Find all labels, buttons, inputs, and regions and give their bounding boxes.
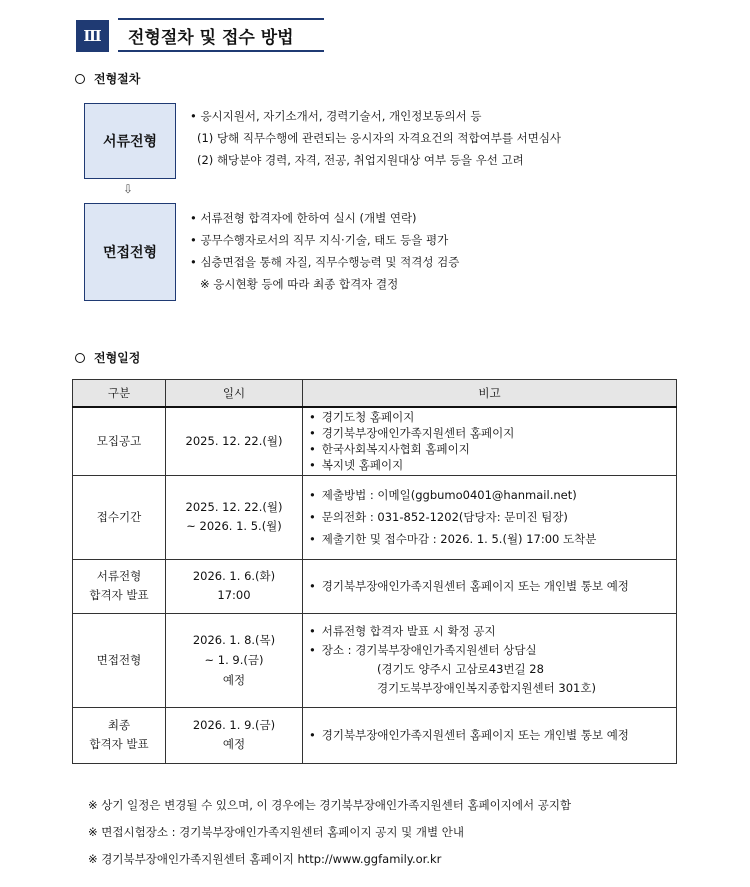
date-line: 예정 xyxy=(222,673,246,687)
row-name xyxy=(73,707,166,763)
step-line: • 심층면접을 통해 자질, 직무수행능력 및 적격성 검증 xyxy=(190,255,460,269)
header-remarks: 비고 xyxy=(303,380,677,408)
date-line: ~ 2026. 1. 5.(월) xyxy=(186,519,282,533)
section-number: Ⅲ xyxy=(76,20,109,52)
footnote: ※ 경기북부장애인가족지원센터 홈페이지 http://www.ggfamily.or.kr xyxy=(88,852,442,866)
name-line: 최종 xyxy=(107,718,131,732)
table-row xyxy=(73,475,677,559)
step-line: • 공무수행자로서의 직무 지식·기술, 태도 등을 평가 xyxy=(190,233,449,247)
date-line: 17:00 xyxy=(217,588,251,602)
step-interview-lines xyxy=(190,207,459,295)
note-item: • 경기북부장애인가족지원센터 홈페이지 또는 개인별 통보 예정 xyxy=(309,727,676,743)
schedule-heading-text: 전형일정 xyxy=(94,351,141,365)
row-date xyxy=(166,559,303,613)
section-title: 전형절차 및 접수 방법 xyxy=(118,18,324,52)
date-line: ~ 1. 9.(금) xyxy=(204,653,264,667)
step-line: (2) 해당분야 경력, 자격, 전공, 취업지원대상 여부 등을 우선 고려 xyxy=(197,153,524,167)
schedule-table xyxy=(72,379,677,764)
row-name: 면접전형 xyxy=(73,613,166,707)
note-item: • 경기북부장애인가족지원센터 홈페이지 xyxy=(309,425,676,441)
table-row xyxy=(73,707,677,763)
row-date xyxy=(166,475,303,559)
row-date xyxy=(166,613,303,707)
schedule-heading xyxy=(75,349,140,366)
table-header-row xyxy=(73,380,677,408)
note-item: • 제출기한 및 접수마감 : 2026. 1. 5.(월) 17:00 도착분 xyxy=(309,528,676,550)
row-date: 2025. 12. 22.(월) xyxy=(166,407,303,475)
table-row xyxy=(73,613,677,707)
name-line: 서류전형 xyxy=(96,569,142,583)
header-date: 일시 xyxy=(166,380,303,408)
note-item: • 한국사회복지사협회 홈페이지 xyxy=(309,441,676,457)
row-name: 모집공고 xyxy=(73,407,166,475)
step-interview-box: 면접전형 xyxy=(84,203,176,301)
row-date xyxy=(166,707,303,763)
header-category: 구분 xyxy=(73,380,166,408)
date-line: 2026. 1. 9.(금) xyxy=(192,718,276,732)
row-notes xyxy=(303,613,677,707)
step-document-lines xyxy=(190,105,561,171)
row-notes xyxy=(303,407,677,475)
note-subline: (경기도 양주시 고삼로43번길 28 xyxy=(377,662,544,676)
row-notes xyxy=(303,559,677,613)
name-line: 합격자 발표 xyxy=(89,588,149,602)
note-item: • 경기도청 홈페이지 xyxy=(309,409,676,425)
date-line: 2026. 1. 6.(화) xyxy=(192,569,276,583)
down-arrow-icon: ⇩ xyxy=(123,182,134,196)
step-line: • 서류전형 합격자에 한하여 실시 (개별 연락) xyxy=(190,211,417,225)
date-line: 2026. 1. 8.(목) xyxy=(192,633,276,647)
note-item: • 문의전화 : 031-852-1202(담당자: 문미진 팀장) xyxy=(309,506,676,528)
name-line: 합격자 발표 xyxy=(89,737,149,751)
step-line: ※ 응시현황 등에 따라 최종 합격자 결정 xyxy=(200,277,399,291)
row-name: 접수기간 xyxy=(73,475,166,559)
step-line: • 응시지원서, 자기소개서, 경력기술서, 개인정보동의서 등 xyxy=(190,109,482,123)
row-notes xyxy=(303,475,677,559)
table-row xyxy=(73,559,677,613)
footnote: ※ 면접시험장소 : 경기북부장애인가족지원센터 홈페이지 공지 및 개별 안내 xyxy=(88,825,465,839)
note-item: • 서류전형 합격자 발표 시 확정 공지 xyxy=(309,622,676,641)
table-row xyxy=(73,407,677,475)
row-notes xyxy=(303,707,677,763)
note-item: • 제출방법 : 이메일(ggbumo0401@hanmail.net) xyxy=(309,484,676,506)
step-line: (1) 당해 직무수행에 관련되는 응시자의 자격요건의 적합여부를 서면심사 xyxy=(197,131,562,145)
note-item: • 장소 : 경기북부장애인가족지원센터 상담실 xyxy=(309,641,676,660)
date-line: 2025. 12. 22.(월) xyxy=(185,500,283,514)
procedure-heading-text: 전형절차 xyxy=(94,72,141,86)
note-item: • 경기북부장애인가족지원센터 홈페이지 또는 개인별 통보 예정 xyxy=(309,578,676,594)
circle-bullet-icon xyxy=(75,74,85,84)
step-document-box: 서류전형 xyxy=(84,103,176,179)
row-name xyxy=(73,559,166,613)
procedure-heading xyxy=(75,70,140,87)
circle-bullet-icon xyxy=(75,353,85,363)
note-item: • 복지넷 홈페이지 xyxy=(309,457,676,473)
date-line: 예정 xyxy=(222,737,246,751)
note-subline: 경기도북부장애인복지종합지원센터 301호) xyxy=(377,681,596,695)
footnote: ※ 상기 일정은 변경될 수 있으며, 이 경우에는 경기북부장애인가족지원센터 홈페이지에서 공지함 xyxy=(88,798,572,812)
